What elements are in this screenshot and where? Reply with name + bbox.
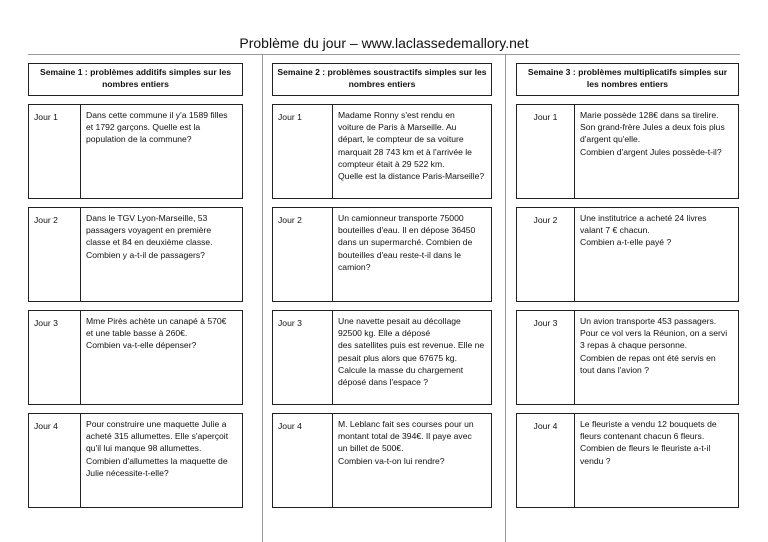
problem-line: passagers voyagent en première (86, 225, 212, 236)
problem-line: Pour ce vol vers la Réunion, on a servi (580, 328, 728, 339)
problem-text (575, 208, 739, 302)
day-label: Jour 4 (273, 414, 333, 508)
day-label: Jour 2 (517, 208, 575, 302)
day-label: Jour 2 (29, 208, 81, 302)
problem-text (333, 414, 492, 508)
problem-line: qu'il lui manque 98 allumettes. (86, 443, 202, 454)
day-row (29, 208, 243, 302)
week-header (517, 64, 739, 96)
day-label: Jour 4 (29, 414, 81, 508)
week-header-line: Semaine 2 : problèmes soustractifs simples sur les (277, 67, 487, 77)
week-header-line: nombres entiers (102, 79, 169, 90)
column-divider (505, 54, 506, 542)
problem-line: population de la commune? (86, 134, 192, 145)
problem-line: Dans cette commune il y'a 1589 filles (86, 110, 228, 120)
day-label: Jour 1 (273, 105, 333, 199)
problem-line: Dans le TGV Lyon-Marseille, 53 (86, 213, 208, 223)
problem-line: bouteilles d'eau reste-t-il dans le (338, 249, 461, 260)
day-row (29, 105, 243, 199)
day-row (517, 414, 739, 508)
day-row (273, 414, 492, 508)
problem-line: pesait plus alors que 67675 kg. (338, 352, 457, 363)
day-row (273, 208, 492, 302)
day-row (517, 311, 739, 405)
problem-text (575, 105, 739, 199)
problem-line: Marie possède 128€ dans sa tirelire. (580, 110, 719, 120)
day-row (517, 105, 739, 199)
day-label: Jour 3 (29, 311, 81, 405)
problem-line: Une institutrice a acheté 24 livres (580, 213, 707, 223)
problem-line: 92500 kg. Elle a déposé (338, 328, 431, 339)
problem-line: Combien va-t-on lui rendre? (338, 455, 445, 466)
week-header (29, 64, 243, 96)
day-label: Jour 2 (273, 208, 333, 302)
day-row (517, 208, 739, 302)
problem-line: Une navette pesait au décollage (338, 316, 461, 326)
problem-line: dans un supermarché. Combien de (338, 237, 473, 248)
problem-line: départ, le compteur de sa voiture (338, 134, 464, 145)
week-header-line: Semaine 3 : problèmes multiplicatifs simples sur (527, 67, 728, 77)
week-header-line: nombres entiers (348, 79, 416, 90)
problem-line: Le fleuriste a vendu 12 bouquets de (580, 419, 717, 429)
problem-line: Un camionneur transporte 75000 (338, 213, 464, 223)
problem-line: Combien y a-t-il de passagers? (86, 249, 205, 260)
title-divider (28, 54, 740, 55)
problem-line: et une table basse à 260€. (86, 328, 188, 339)
problem-line: Combien a-t-elle payé ? (580, 237, 672, 248)
week-2-table (272, 63, 492, 508)
problem-line: Un avion transporte 453 passagers. (580, 316, 717, 326)
week-1-table (28, 63, 243, 508)
problem-line: Combien va-t-elle dépenser? (86, 340, 197, 351)
problem-text (333, 311, 492, 405)
day-row (273, 311, 492, 405)
week-3-table (516, 63, 739, 508)
week-header-line: Semaine 1 : problèmes additifs simples sur les (39, 67, 232, 77)
problem-text (333, 105, 492, 199)
problem-text (81, 208, 243, 302)
problem-line: montant total de 394€. Il paye avec (338, 431, 472, 442)
problem-line: et 1792 garçons. Quelle est la (86, 122, 201, 133)
problem-text (81, 311, 243, 405)
problem-line: voiture de Paris à Marseille. Au (338, 122, 457, 133)
problem-line: fleurs contenant chacun 6 fleurs. (580, 431, 705, 442)
day-label: Jour 1 (517, 105, 575, 199)
problem-line: classe et 84 en deuxième classe. (86, 237, 213, 248)
problem-text (81, 414, 243, 508)
problem-line: Combien de repas ont été servis en (580, 352, 716, 363)
problem-text (333, 208, 492, 302)
day-label: Jour 3 (517, 311, 575, 405)
problem-line: compteur était à 29 522 km. (338, 158, 445, 169)
problem-line: acheté 315 allumettes. Elle s'aperçoit (86, 431, 229, 442)
problem-text (575, 414, 739, 508)
week-header (273, 64, 492, 96)
problem-line: marquait 28 743 km et à l'arrivée le (338, 146, 472, 157)
problem-line: déposé dans l'espace ? (338, 377, 429, 388)
column-divider (262, 54, 263, 542)
problem-line: des satellites puis est revenue. Elle ne (338, 340, 485, 351)
problem-text (575, 311, 739, 405)
day-label: Jour 1 (29, 105, 81, 199)
problem-line: tout dans l'avion ? (580, 364, 650, 375)
problem-line: vendu ? (580, 455, 611, 466)
page-title: Problème du jour – www.laclassedemallory.net (239, 35, 529, 51)
day-row (273, 105, 492, 199)
problem-line: Combien d'argent Jules possède-t-il? (580, 146, 722, 157)
week-header-line: les nombres entiers (586, 79, 669, 90)
problem-line: valant 7 € chacun. (580, 225, 650, 236)
problem-line: Pour construire une maquette Julie a (86, 419, 227, 429)
problem-line: Combien d'allumettes la maquette de (86, 455, 228, 466)
day-label: Jour 3 (273, 311, 333, 405)
problem-line: M. Leblanc fait ses courses pour un (338, 419, 474, 429)
day-row (29, 311, 243, 405)
problem-line: Madame Ronny s'est rendu en (338, 110, 455, 120)
problem-line: Julie nécessite-t-elle? (86, 467, 169, 478)
problem-line: Quelle est la distance Paris-Marseille? (338, 171, 485, 182)
problem-line: Mme Pirès achète un canapé à 570€ (86, 316, 227, 326)
problem-line: Combien de fleurs le fleuriste a-t-il (580, 443, 711, 454)
problem-text (81, 105, 243, 199)
problem-line: Son grand-frère Jules a deux fois plus (580, 122, 725, 133)
problem-line: d'argent qu'elle. (580, 134, 641, 145)
day-row (29, 414, 243, 508)
problem-line: un billet de 500€. (338, 443, 404, 454)
problem-line: 3 repas à chaque personne. (580, 340, 688, 351)
day-label: Jour 4 (517, 414, 575, 508)
problem-line: camion? (338, 261, 371, 272)
problem-line: Calcule la masse du chargement (338, 364, 464, 375)
problem-line: bouteilles d'eau. Il en dépose 36450 (338, 225, 476, 236)
